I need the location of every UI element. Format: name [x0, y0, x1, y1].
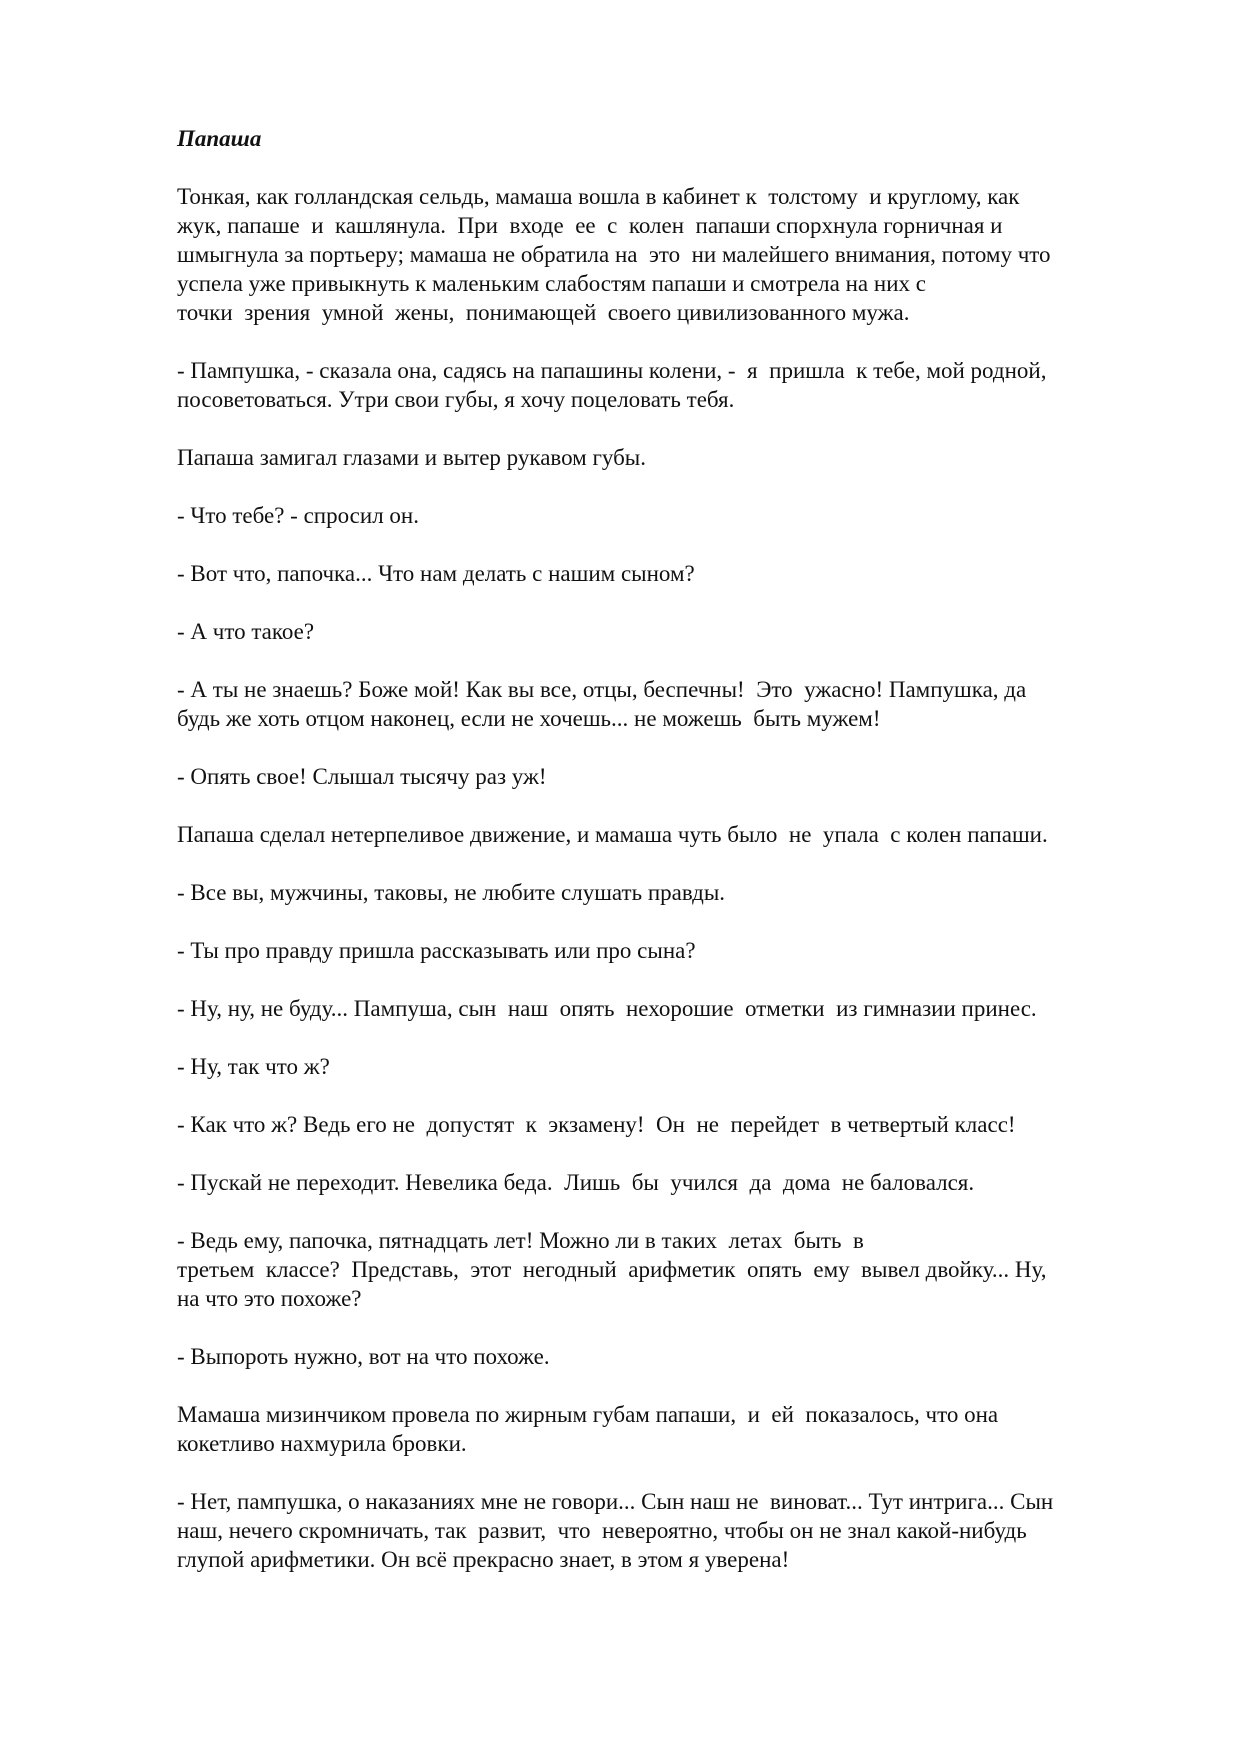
text-line: - Выпороть нужно, вот на что похоже. — [177, 1344, 550, 1369]
text-line: Папаша замигал глазами и вытер рукавом губы. — [177, 445, 647, 470]
paragraph — [177, 878, 1147, 907]
paragraph — [177, 1400, 1147, 1458]
text-line: - Что тебе? - спросил он. — [177, 503, 419, 528]
paragraph — [177, 1110, 1147, 1139]
document-body — [177, 182, 1147, 1574]
paragraph — [177, 182, 1147, 327]
text-line: третьем классе? Представь, этот негодный арифметик опять ему вывел двойку... Ну, — [177, 1257, 1047, 1282]
paragraph — [177, 617, 1147, 646]
text-line: жук, папаше и кашлянула. При входе ее с колен папаши спорхнула горничная и — [177, 213, 1003, 238]
document-title: Папаша — [177, 126, 262, 151]
text-line: - Пампушка, - сказала она, садясь на папашины колени, - я пришла к тебе, мой родной, — [177, 358, 1047, 383]
paragraph — [177, 443, 1147, 472]
paragraph — [177, 936, 1147, 965]
paragraph — [177, 675, 1147, 733]
paragraph — [177, 1487, 1147, 1574]
text-line: - Как что ж? Ведь его не допустят к экзамену! Он не перейдет в четвертый класс! — [177, 1112, 1016, 1137]
text-line: - Пускай не переходит. Невелика беда. Лишь бы учился да дома не баловался. — [177, 1170, 975, 1195]
paragraph — [177, 820, 1147, 849]
paragraph — [177, 1168, 1147, 1197]
text-line: кокетливо нахмурила бровки. — [177, 1431, 467, 1456]
paragraph — [177, 994, 1147, 1023]
text-line: успела уже привыкнуть к маленьким слабостям папаши и смотрела на них с — [177, 271, 926, 296]
text-line: - Ты про правду пришла рассказывать или про сына? — [177, 938, 696, 963]
text-line: Тонкая, как голландская сельдь, мамаша вошла в кабинет к толстому и круглому, как — [177, 184, 1020, 209]
text-line: - Нет, пампушка, о наказаниях мне не говори... Сын наш не виноват... Тут интрига... Сын — [177, 1489, 1054, 1514]
paragraph — [177, 1342, 1147, 1371]
text-line: на что это похоже? — [177, 1286, 362, 1311]
text-line: Папаша сделал нетерпеливое движение, и мамаша чуть было не упала с колен папаши. — [177, 822, 1048, 847]
text-line: - Ну, так что ж? — [177, 1054, 330, 1079]
paragraph — [177, 356, 1147, 414]
text-line: - Ведь ему, папочка, пятнадцать лет! Можно ли в таких летах быть в — [177, 1228, 864, 1253]
text-line: посоветоваться. Утри свои губы, я хочу поцеловать тебя. — [177, 387, 735, 412]
text-line: - Опять свое! Слышал тысячу раз уж! — [177, 764, 547, 789]
text-line: шмыгнула за портьеру; мамаша не обратила на это ни малейшего внимания, потому что — [177, 242, 1051, 267]
text-line: Мамаша мизинчиком провела по жирным губам папаши, и ей показалось, что она — [177, 1402, 999, 1427]
text-line: наш, нечего скромничать, так развит, что невероятно, чтобы он не знал какой-нибудь — [177, 1518, 1027, 1543]
paragraph — [177, 1226, 1147, 1313]
text-line: - Ну, ну, не буду... Пампуша, сын наш опять нехорошие отметки из гимназии принес. — [177, 996, 1037, 1021]
text-line: - Все вы, мужчины, таковы, не любите слушать правды. — [177, 880, 726, 905]
paragraph — [177, 1052, 1147, 1081]
text-line: - А ты не знаешь? Боже мой! Как вы все, отцы, беспечны! Это ужасно! Пампушка, да — [177, 677, 1027, 702]
text-line: точки зрения умной жены, понимающей своего цивилизованного мужа. — [177, 300, 910, 325]
paragraph — [177, 501, 1147, 530]
paragraph — [177, 559, 1147, 588]
text-line: - Вот что, папочка... Что нам делать с нашим сыном? — [177, 561, 695, 586]
paragraph — [177, 762, 1147, 791]
text-line: - А что такое? — [177, 619, 315, 644]
text-line: будь же хоть отцом наконец, если не хочешь... не можешь быть мужем! — [177, 706, 881, 731]
document-page — [177, 124, 1147, 1603]
text-line: глупой арифметики. Он всё прекрасно знает, в этом я уверена! — [177, 1547, 790, 1572]
